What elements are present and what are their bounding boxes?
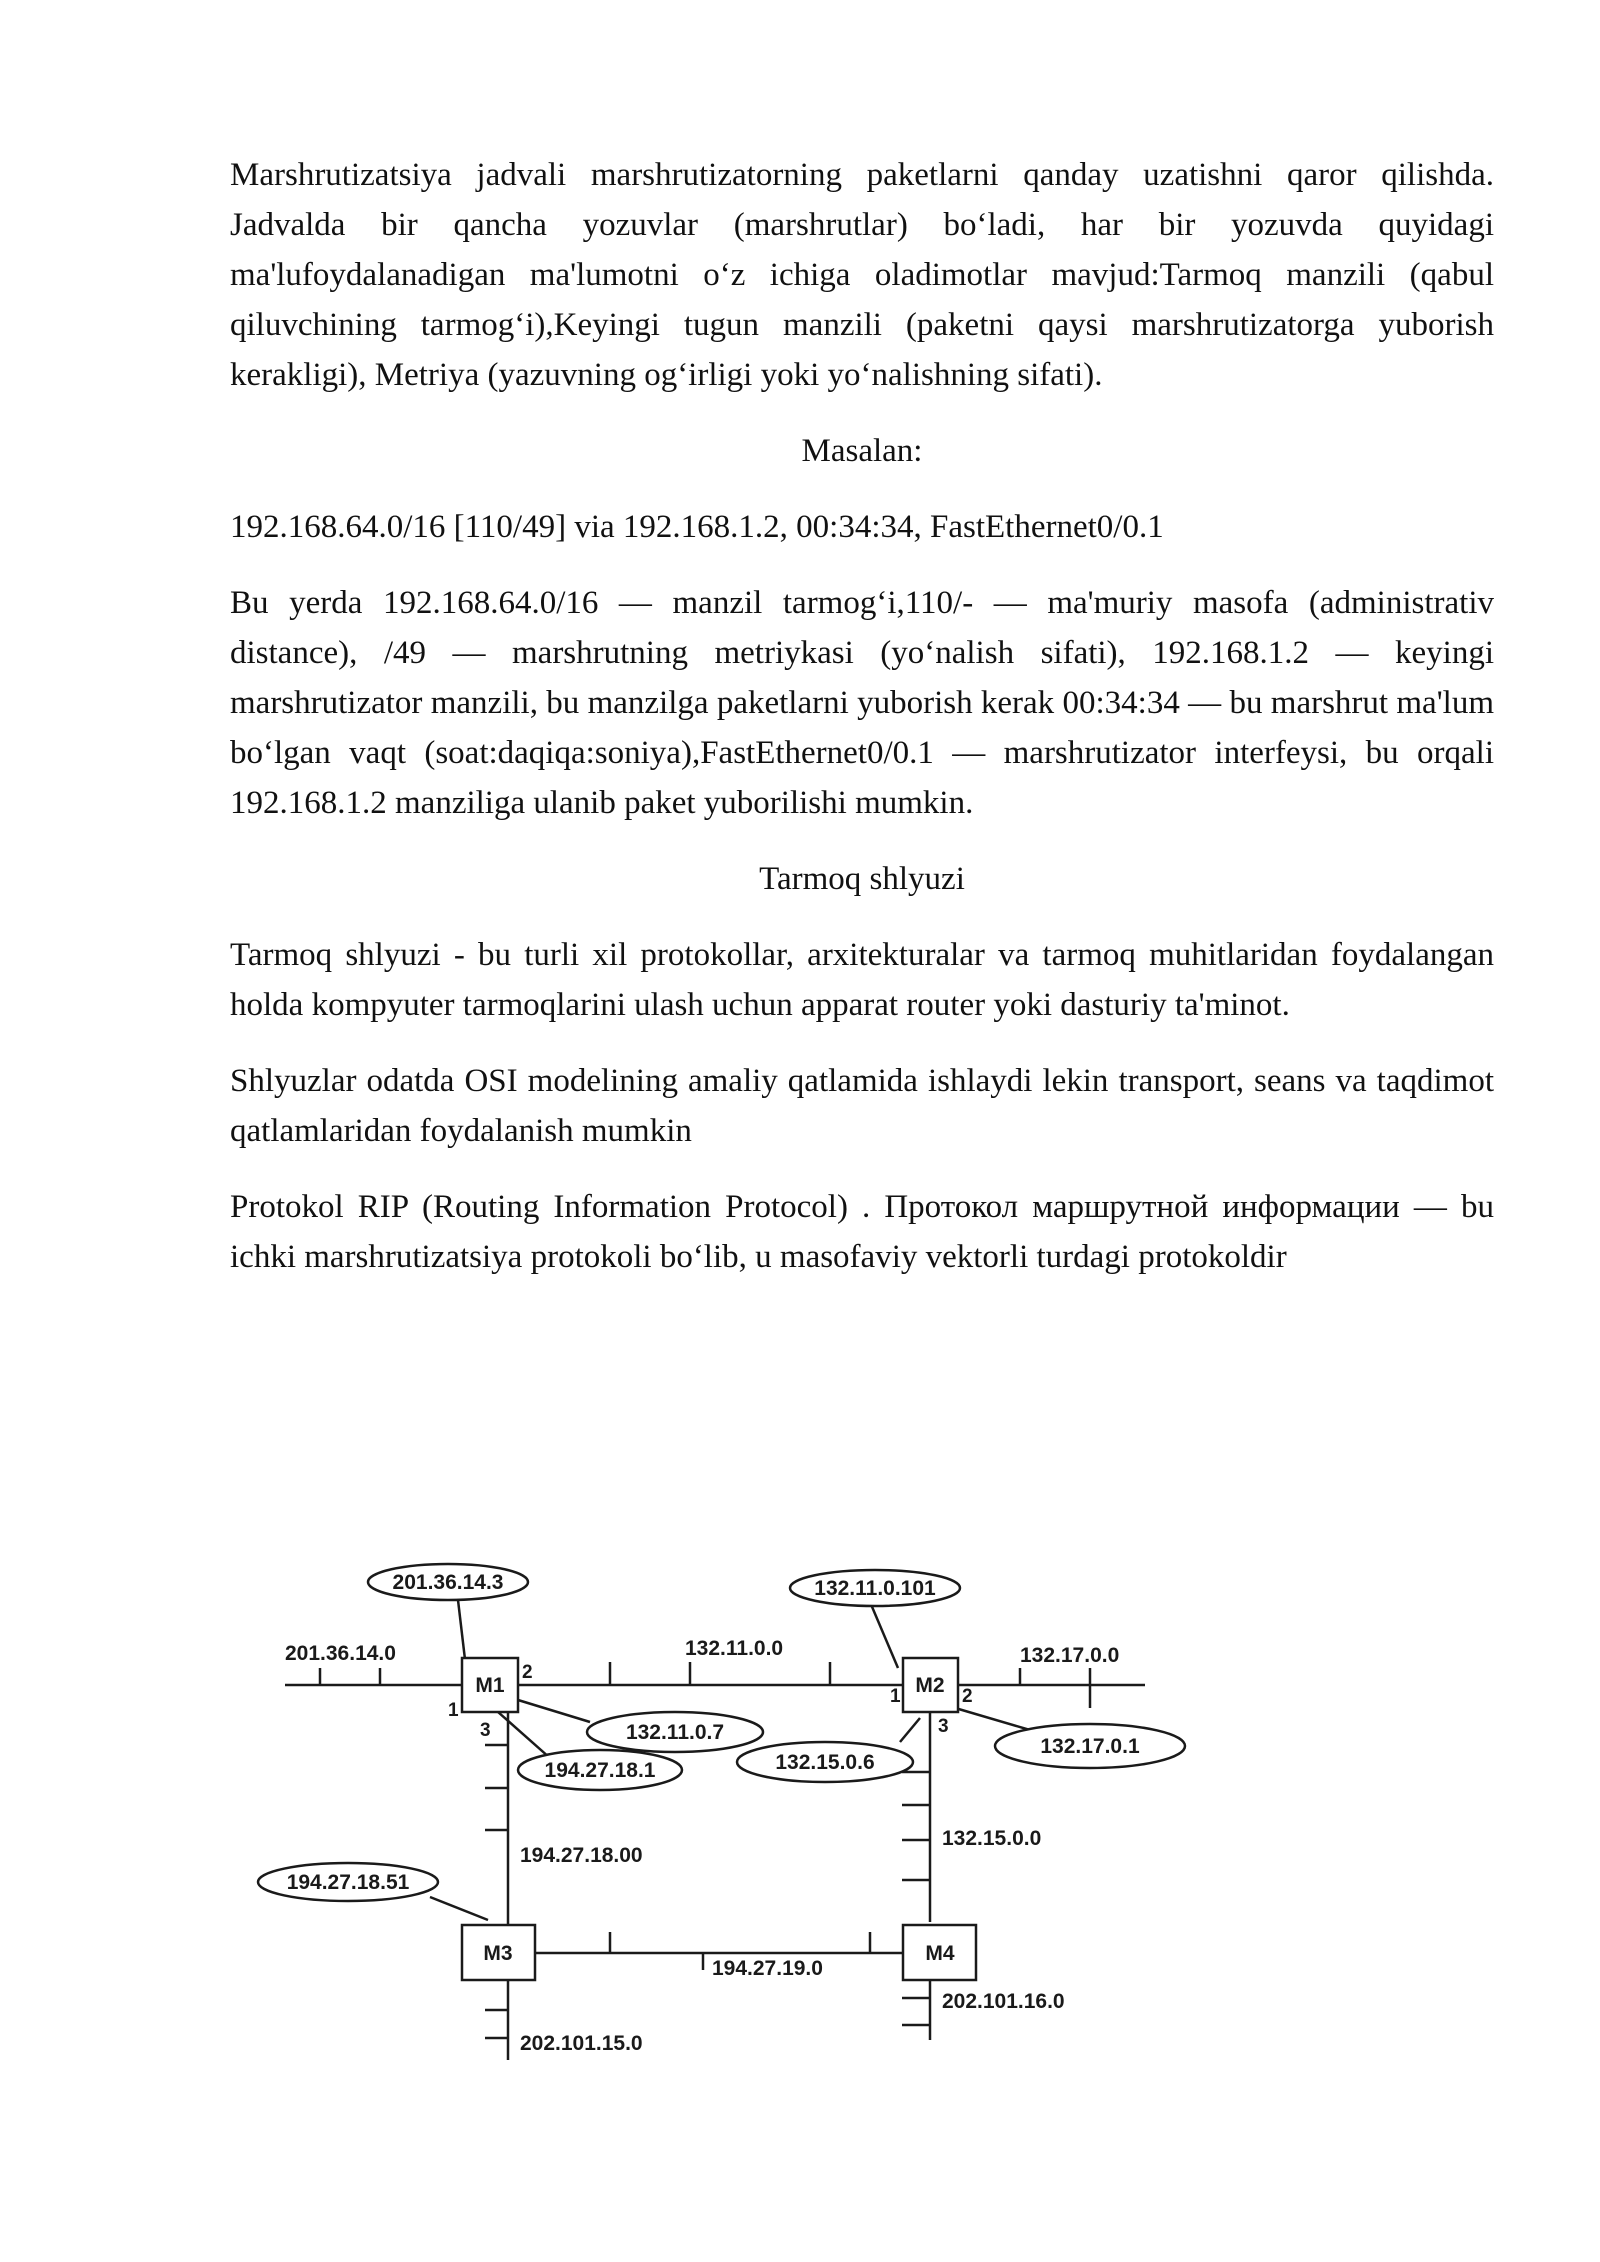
router-m4-label: M4 [925,1942,955,1965]
document-body [230,150,1494,1308]
network-132-15-0-0: 132.15.0.0 [942,1827,1042,1850]
network-diagram-svg [230,1540,1494,2120]
host-132-11-0-101 [790,1570,960,1606]
gateway-heading: Tarmoq shlyuzi [759,861,965,897]
network-diagram [230,1540,1494,2120]
router-m3 [462,1925,535,1980]
svg-text:132.17.0.1: 132.17.0.1 [1040,1735,1140,1758]
host-132-15-0-6 [737,1742,913,1782]
network-202-101-16-0: 202.101.16.0 [942,1990,1065,2013]
host-194-27-18-1 [518,1750,682,1790]
router-m4 [903,1925,976,1980]
host-201-36-14-3 [368,1564,528,1600]
router-m1-label: M1 [475,1674,505,1697]
paragraph-gateway-definition: Tarmoq shlyuzi - bu turli xil protokollar, arxitekturalar va tarmoq muhitlaridan foydalangan holda kompyuter tarmoqlarini ulash uchun apparat router yoki dasturiy ta'minot. [230,937,1494,1023]
network-201-36-14-0: 201.36.14.0 [285,1642,396,1665]
svg-text:194.27.18.1: 194.27.18.1 [544,1759,656,1782]
router-m2-label: M2 [915,1674,945,1697]
svg-text:201.36.14.3: 201.36.14.3 [392,1571,504,1594]
host-132-17-0-1 [995,1724,1185,1768]
example-heading: Masalan: [801,433,923,469]
svg-text:132.15.0.6: 132.15.0.6 [775,1751,875,1774]
port-m2-3: 3 [938,1716,949,1737]
router-m1 [462,1658,518,1712]
network-132-17-0-0: 132.17.0.0 [1020,1644,1120,1667]
svg-text:132.11.0.7: 132.11.0.7 [625,1721,725,1744]
host-194-27-18-51 [258,1863,438,1901]
port-m2-1: 1 [890,1686,901,1707]
port-m1-3: 3 [480,1720,491,1741]
port-m2-2: 2 [962,1686,973,1707]
network-194-27-18-00: 194.27.18.00 [520,1844,643,1867]
svg-text:132.11.0.101: 132.11.0.101 [814,1577,936,1600]
svg-text:194.27.18.51: 194.27.18.51 [286,1871,410,1894]
network-194-27-19-0: 194.27.19.0 [712,1957,823,1980]
paragraph-rip-protocol: Protokol RIP (Routing Information Protocol) . Протокол маршрутной информации — bu ichki marshrutizatsiya protokoli bo‘lib, u masofaviy vektorli turdagi protokoldir [230,1189,1494,1275]
router-m2 [903,1658,958,1712]
router-m3-label: M3 [483,1942,513,1965]
network-132-11-0-0: 132.11.0.0 [685,1637,784,1660]
paragraph-gateway-osi: Shlyuzlar odatda OSI modelining amaliy qatlamida ishlaydi lekin transport, seans va taqdimot qatlamlaridan foydalanish mumkin [230,1063,1494,1149]
port-m1-1: 1 [448,1700,459,1721]
port-m1-2: 2 [522,1662,533,1683]
route-example: 192.168.64.0/16 [110/49] via 192.168.1.2, 00:34:34, FastEthernet0/0.1 [230,509,1164,545]
paragraph-routing-table: Marshrutizatsiya jadvali marshrutizatorning paketlarni qanday uzatishni qaror qilishda. Jadvalda bir qancha yozuvlar (marshrutlar) bo‘ladi, har bir yozuvda quyidagi ma'lufoydalanadigan ma'lumotni o‘z ichiga oladimotlar mavjud:Tarmoq manzili (qabul qiluvchining tarmog‘i),Keyingi tugun manzili (paketni qaysi marshrutizatorga yuborish kerakligi), Metriya (yazuvning og‘irligi yoki yo‘nalishning sifati). [230,157,1494,393]
network-202-101-15-0: 202.101.15.0 [520,2032,643,2055]
host-132-11-0-7 [587,1712,763,1752]
paragraph-route-explanation: Bu yerda 192.168.64.0/16 — manzil tarmog‘i,110/- — ma'muriy masofa (administrativ distance), /49 — marshrutning metriykasi (yo‘nalish sifati), 192.168.1.2 — keyingi marshrutizator manzili, bu manzilga paketlarni yuborish kerak 00:34:34 — bu marshrut ma'lum bo‘lgan vaqt (soat:daqiqa:soniya),FastEthernet0/0.1 — marshrutizator interfeysi, bu orqali 192.168.1.2 manziliga ulanib paket yuborilishi mumkin. [230,585,1494,821]
